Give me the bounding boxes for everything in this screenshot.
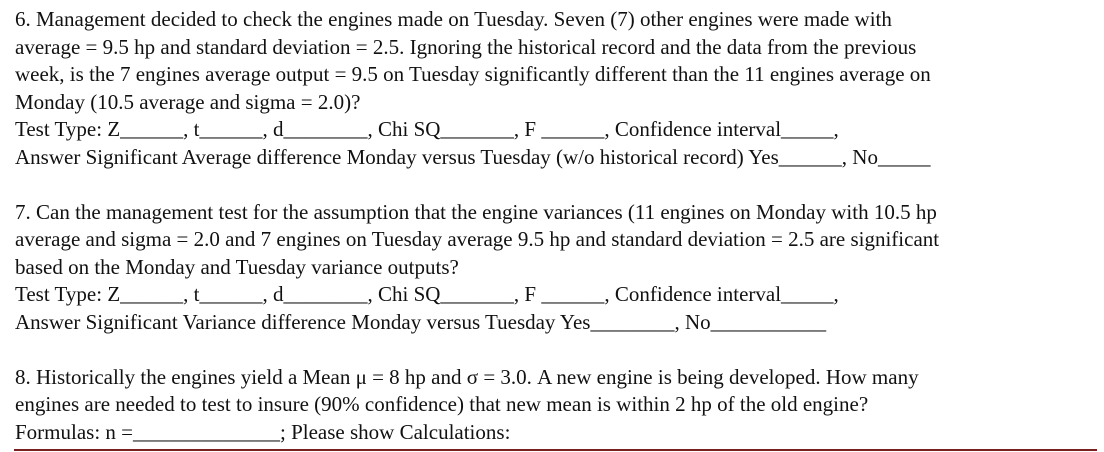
question-7-text-line-3: based on the Monday and Tuesday variance outputs? [15, 254, 459, 279]
question-7-text-line-2: average and sigma = 2.0 and 7 engines on Tuesday average 9.5 hp and standard deviation = 2.5 are significant [15, 227, 940, 251]
question-8-formulas: Formulas: n =______________; Please show Calculations: [15, 419, 511, 444]
question-6-text-line-1: 6. Management decided to check the engines made on Tuesday. Seven (7) other engines were made with [15, 7, 892, 31]
question-8 [15, 364, 1090, 447]
question-7-test-type: Test Type: Z______, t______, d________, Chi SQ_______, F ______, Confidence interval_____, [15, 282, 839, 306]
question-6-test-type: Test Type: Z______, t______, d________, Chi SQ_______, F ______, Confidence interval_____, [15, 117, 839, 141]
question-6 [15, 6, 1090, 171]
question-6-text-line-3: week, is the 7 engines average output = 9.5 on Tuesday significantly different than the 11 engines average on [15, 62, 931, 86]
worksheet [15, 6, 1090, 446]
bottom-divider [14, 449, 1097, 451]
question-6-text-line-4: Monday (10.5 average and sigma = 2.0)? [15, 89, 361, 114]
spacer [15, 171, 1090, 199]
spacer [15, 336, 1090, 364]
question-7 [15, 199, 1090, 337]
question-6-text-line-2: average = 9.5 hp and standard deviation = 2.5. Ignoring the historical record and the data from the previous [15, 34, 917, 59]
question-8-text-line-2: engines are needed to test to insure (90% confidence) that new mean is within 2 hp of the old engine? [15, 392, 869, 416]
question-7-answer: Answer Significant Variance difference Monday versus Tuesday Yes________, No___________ [15, 309, 827, 334]
question-6-answer: Answer Significant Average difference Monday versus Tuesday (w/o historical record) Yes______, No_____ [15, 144, 931, 169]
question-8-text-line-1: 8. Historically the engines yield a Mean μ = 8 hp and σ = 3.0. A new engine is being developed. How many [15, 364, 919, 389]
question-7-text-line-1: 7. Can the management test for the assumption that the engine variances (11 engines on Monday with 10.5 hp [15, 199, 937, 224]
